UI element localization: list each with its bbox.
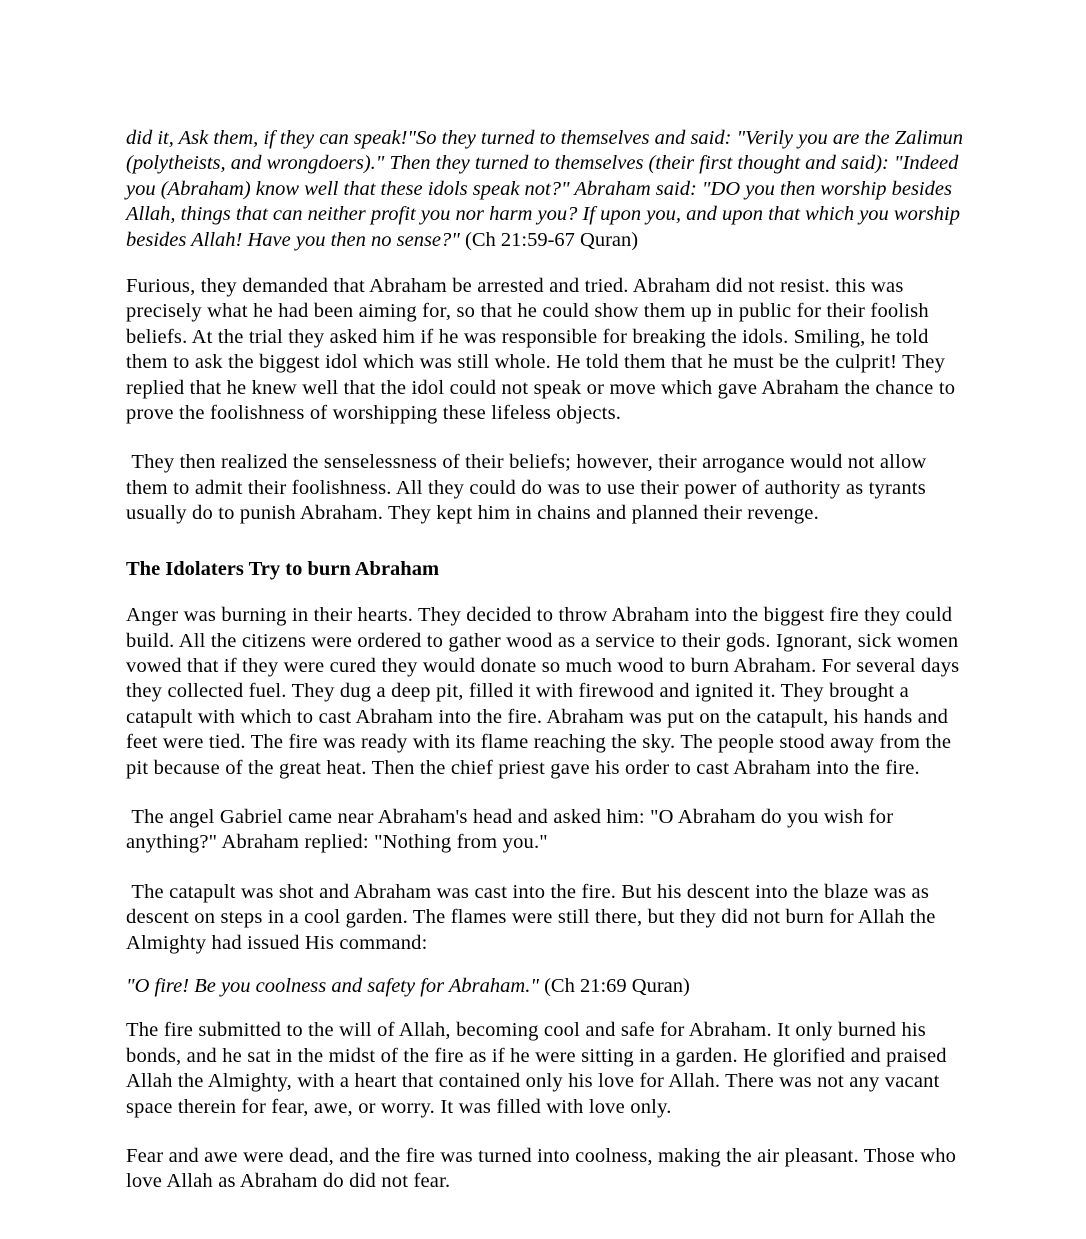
paragraph-catapult-shot: The catapult was shot and Abraham was cast into the fire. But his descent into the blaze was as descent on steps in a cool garden. The flames were still there, but they did not burn for Allah the Almighty had issued His command: bbox=[126, 880, 940, 954]
quote-citation: (Ch 21:59-67 Quran) bbox=[465, 228, 639, 251]
quran-quote-opening bbox=[126, 126, 969, 253]
heading-spacer bbox=[126, 545, 964, 557]
quran-quote-o-fire bbox=[126, 974, 964, 999]
document-text-column bbox=[126, 126, 969, 1213]
paragraph-senselessness: They then realized the senselessness of their beliefs; however, their arrogance would not allow them to admit their foolishness. All they could do was to use their power of authority as tyrants usually do to punish Abraham. They kept him in chains and planned their revenge. bbox=[126, 451, 932, 525]
paragraph-angel-gabriel: The angel Gabriel came near Abraham's head and asked him: "O Abraham do you wish for anything?" Abraham replied: "Nothing from you." bbox=[126, 805, 899, 854]
section-heading-idolaters-burn-abraham: The Idolaters Try to burn Abraham bbox=[126, 557, 440, 580]
paragraph-anger-burning: Anger was burning in their hearts. They decided to throw Abraham into the biggest fire they could build. All the citizens were ordered to gather wood as a service to their gods. Ignorant, sick women vowed that if they were cured they would donate so much wood to burn Abraham. For several days they collected fuel. They dug a deep pit, filled it with firewood and ignited it. They brought a catapult with which to cast Abraham into the fire. Abraham was put on the catapult, his hands and feet were tied. The fire was ready with its flame reaching the sky. The people stood away from the pit because of the great heat. Then the chief priest gave his order to cast Abraham into the fire. bbox=[126, 604, 965, 779]
paragraph-fear-awe-dead: Fear and awe were dead, and the fire was turned into coolness, making the air pleasant. Those who love Allah as Abraham do did not fear. bbox=[126, 1145, 962, 1193]
quote-text: did it, Ask them, if they can speak!"So they turned to themselves and said: "Verily you are the Zalimun (polytheists, and wrongdoers)." Then they turned to themselves (their first thought and said): "Indeed you (Abraham) know well that these idols speak not?" Abraham said: "DO you then worship besides Allah, things that can neither profit you nor harm you? If upon you, and upon that which you worship besides Allah! Have you then no sense?" bbox=[126, 127, 969, 251]
quote-citation: (Ch 21:69 Quran) bbox=[544, 974, 690, 997]
paragraph-furious-trial: Furious, they demanded that Abraham be arrested and tried. Abraham did not resist. this was precisely what he had been aiming for, so that he could show them up in public for their foolish beliefs. At the trial they asked him if he was responsible for breaking the idols. Smiling, he told them to ask the biggest idol which was still whole. He told them that he must be the culprit! They replied that he knew well that the idol could not speak or move which gave Abraham the chance to prove the foolishness of worshipping these lifeless objects. bbox=[126, 275, 961, 425]
quote-text: "O fire! Be you coolness and safety for Abraham." bbox=[126, 974, 545, 997]
paragraph-fire-submitted: The fire submitted to the will of Allah, becoming cool and safe for Abraham. It only burned his bonds, and he sat in the midst of the fire as if he were sitting in a garden. He glorified and praised Allah the Almighty, with a heart that contained only his love for Allah. There was not any vacant space therein for fear, awe, or worry. It was filled with love only. bbox=[126, 1019, 951, 1118]
